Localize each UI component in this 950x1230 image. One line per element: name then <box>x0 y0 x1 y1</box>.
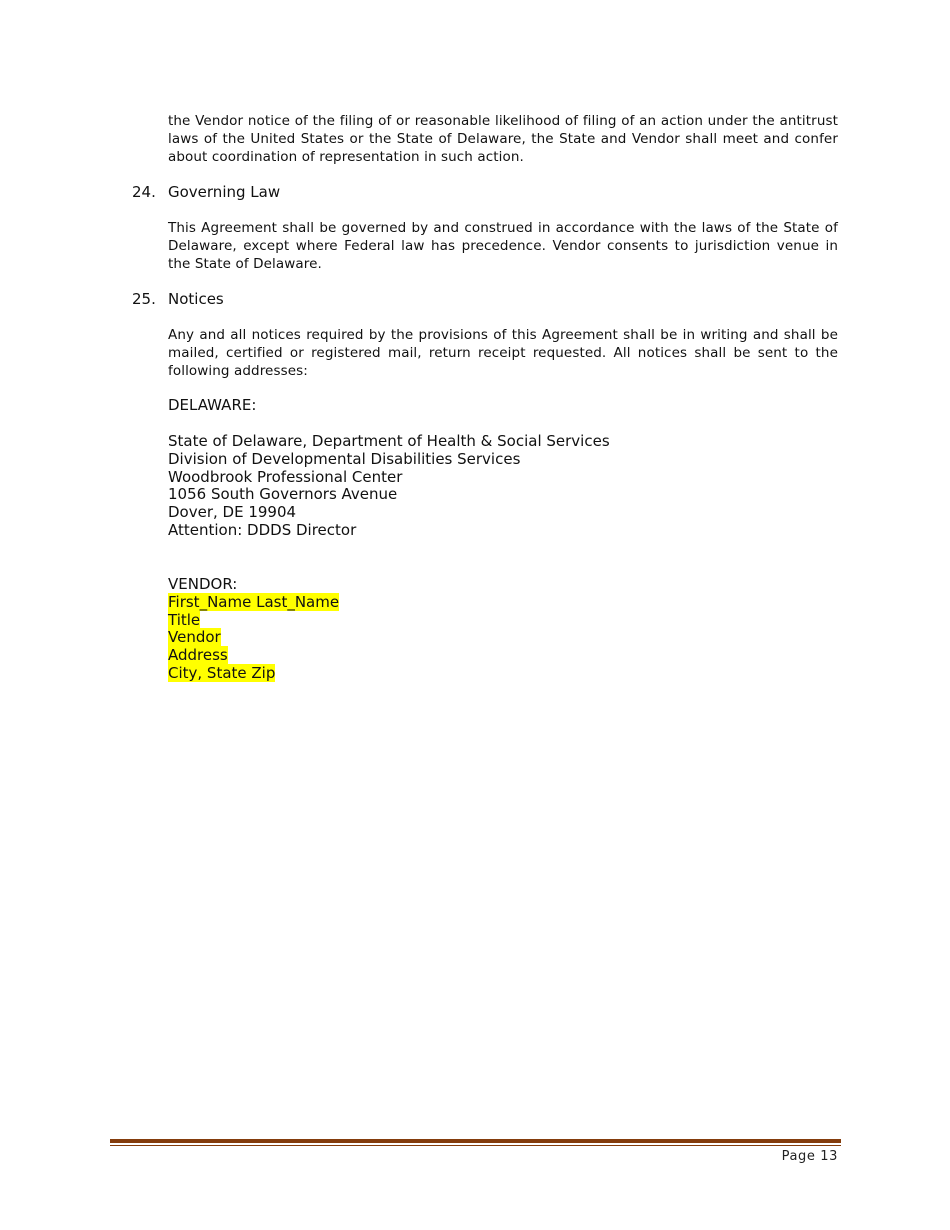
continued-paragraph: the Vendor notice of the filing of or reasonable likelihood of filing of an action under the antitrust laws of the United States or the State of Delaware, the State and Vendor shall meet and confer about coordination of representation in such action. <box>168 113 838 165</box>
footer-rule-thick <box>110 1139 841 1143</box>
section-25-title: Notices <box>168 290 224 308</box>
vendor-label: VENDOR: <box>168 575 238 593</box>
governing-law-paragraph: This Agreement shall be governed by and construed in accordance with the laws of the State of Delaware, except where Federal law has precedence. Vendor consents to jurisdiction venue in the State of Delaware. <box>168 220 838 272</box>
section-25-number: 25. <box>132 290 156 308</box>
delaware-line: Attention: DDDS Director <box>168 520 357 539</box>
page-number: Page 13 <box>781 1149 838 1164</box>
vendor-block <box>168 576 339 683</box>
vendor-city-state-zip-field: City, State Zip <box>168 663 276 682</box>
notices-paragraph: Any and all notices required by the provisions of this Agreement shall be in writing and shall be mailed, certified or registered mail, return receipt requested. All notices shall be sent to the following addresses: <box>168 327 838 379</box>
section-24-number: 24. <box>132 183 156 201</box>
delaware-line: 1056 South Governors Avenue <box>168 485 398 504</box>
vendor-title-field: Title <box>168 610 201 629</box>
delaware-line: Dover, DE 19904 <box>168 503 297 522</box>
vendor-address-field: Address <box>168 646 228 665</box>
section-24-title: Governing Law <box>168 183 281 201</box>
delaware-line: Woodbrook Professional Center <box>168 467 403 486</box>
vendor-company-field: Vendor <box>168 628 221 647</box>
delaware-label: DELAWARE: <box>168 396 257 414</box>
vendor-name-field: First_Name Last_Name <box>168 592 340 611</box>
delaware-address <box>168 433 610 540</box>
footer-rule-thin <box>110 1145 841 1146</box>
delaware-line: State of Delaware, Department of Health & Social Services <box>168 432 610 450</box>
delaware-line: Division of Developmental Disabilities Services <box>168 449 521 468</box>
